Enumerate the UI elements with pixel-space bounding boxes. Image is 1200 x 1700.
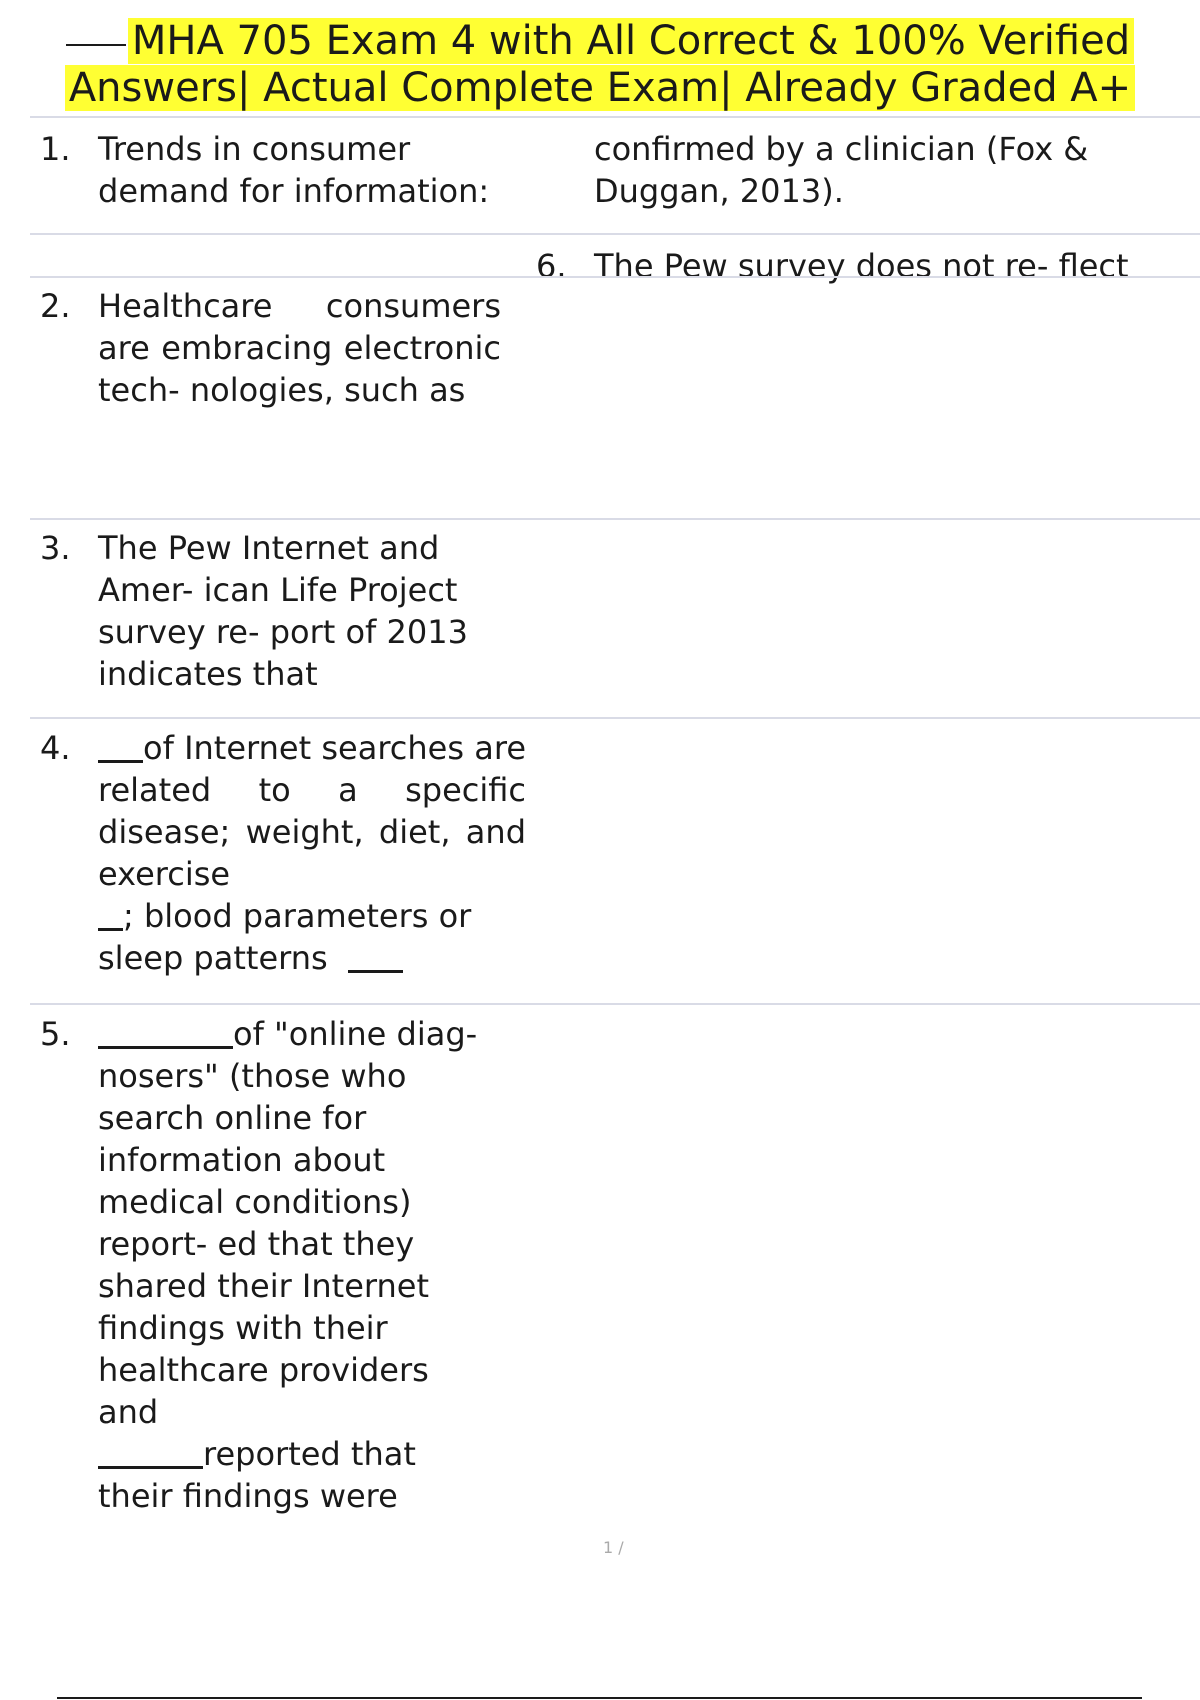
- divider: [30, 518, 1200, 520]
- footer-rule: [57, 1697, 1142, 1699]
- answer-blank: [348, 944, 403, 973]
- question-5-text: [98, 1013, 498, 1517]
- question-5-para-2: [98, 1433, 498, 1475]
- question-1-text: Trends in consumer demand for information:: [98, 130, 490, 210]
- divider: [30, 116, 1200, 118]
- question-1-number: 1.: [40, 130, 71, 168]
- page-number: 1 /: [603, 1538, 624, 1557]
- divider: [30, 1003, 1200, 1005]
- question-5-part-3: their findings were: [98, 1477, 398, 1515]
- question-4-para-3: [98, 937, 526, 979]
- question-5-part-1: of "online diag- nosers" (those who search online for information about medical conditions) report- ed that they shared their Internet findings with their healthcare providers and: [98, 1015, 478, 1431]
- question-5-part-2: reported that: [203, 1435, 416, 1473]
- question-3-number: 3.: [40, 529, 71, 567]
- question-2-text: Healthcare consumers are embracing electronic tech- nologies, such as: [98, 287, 501, 409]
- question-4-para-1: [98, 727, 526, 895]
- question-6-text: The Pew survey does not re- flect: [594, 247, 1129, 285]
- question-4-text: [98, 727, 526, 979]
- question-5-number: 5.: [40, 1015, 71, 1053]
- question-4-part-3: sleep patterns: [98, 939, 328, 977]
- question-5-para-1: [98, 1013, 498, 1433]
- title-text-1: MHA 705 Exam 4 with All Correct & 100% Verified: [128, 18, 1134, 64]
- answer-1-line-2: Duggan, 2013).: [594, 172, 844, 210]
- divider: [30, 276, 1200, 278]
- question-5-para-3: [98, 1475, 498, 1517]
- title-text-2: Answers| Actual Complete Exam| Already Graded A+: [65, 65, 1135, 111]
- answer-blank: [98, 1440, 203, 1469]
- document-title: [0, 18, 1200, 112]
- answer-1-line-1: confirmed by a clinician (Fox &: [594, 130, 1089, 168]
- title-line-1: [0, 18, 1200, 65]
- question-2-number: 2.: [40, 287, 71, 325]
- answer-blank: [98, 902, 123, 931]
- divider: [30, 233, 1200, 235]
- answer-blank: [98, 1020, 233, 1049]
- question-4-number: 4.: [40, 729, 71, 767]
- title-blank: [66, 44, 126, 46]
- question-6-number: 6.: [536, 247, 567, 285]
- title-line-2: [0, 65, 1200, 112]
- divider: [30, 717, 1200, 719]
- question-4-para-2: [98, 895, 526, 937]
- question-3-text: The Pew Internet and Amer- ican Life Project survey re- port of 2013 indicates that: [98, 529, 468, 693]
- question-4-part-1: of Internet searches are related to a specific disease; weight, diet, and exercise: [98, 729, 526, 893]
- answer-blank: [98, 734, 143, 763]
- question-4-part-2: ; blood parameters or: [123, 897, 472, 935]
